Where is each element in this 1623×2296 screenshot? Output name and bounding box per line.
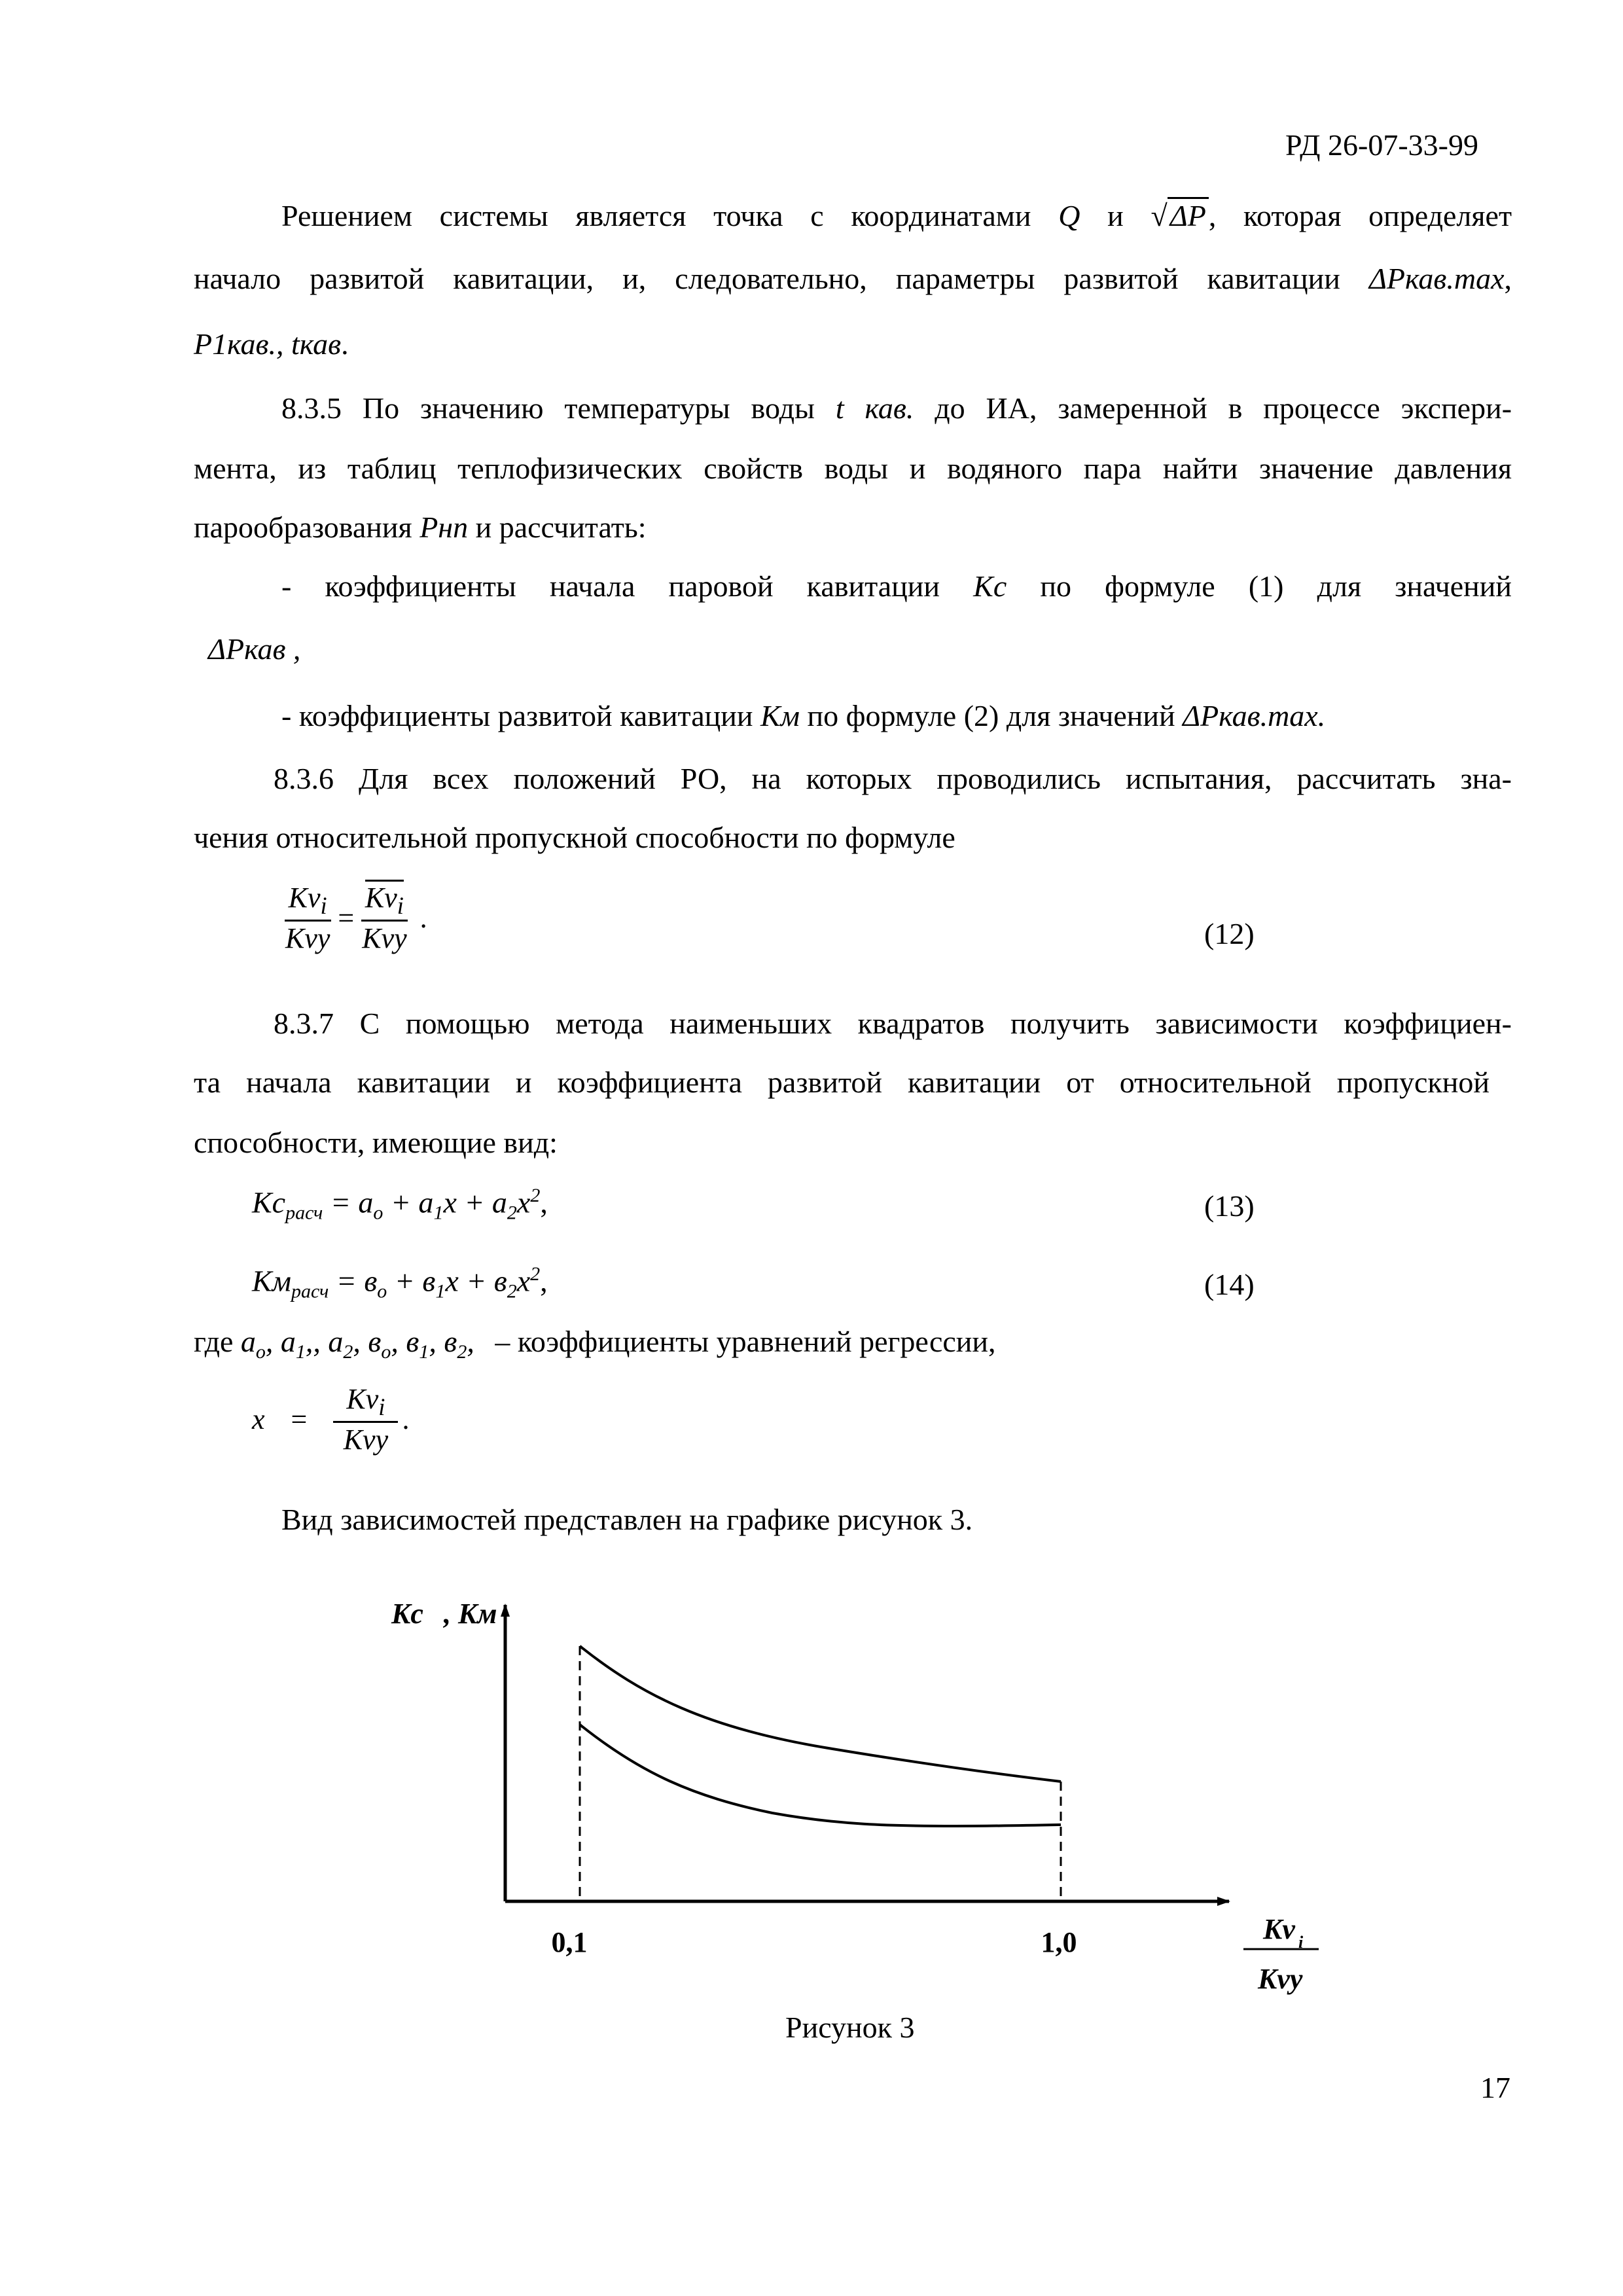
eq12-left-fraction: $\frac{Kv_i}{\text{Kvy}}$ (285, 882, 330, 954)
document-code: РД 26-07-33-99 (1285, 128, 1478, 162)
paragraph-836-line1: 8.3.6 Для всех положений РО, на которых проводились испытания, рассчитать зна- (274, 762, 1512, 795)
figure-3-graph (366, 1577, 1348, 2049)
curve-km (580, 1646, 1061, 1782)
figure-reference: Вид зависимостей представлен на графике рисунок 3. (281, 1503, 973, 1536)
paragraph-837-line1: 8.3.7 С помощью метода наименьших квадратов получить зависимости коэффициен- (274, 1007, 1512, 1040)
paragraph-solution-line2: начало развитой кавитации, и, следовательно, параметры развитой кавитации ΔPкав.max, (194, 262, 1512, 295)
bullet-kc-line1: - коэффициенты начала паровой кавитации Kc по формуле (1) для значений (281, 569, 1512, 603)
where-coefficients: где $a_o$, $a_1$,, $a_2$, $в_o$, $в_1$, $в_2$, – коэффициенты уравнений регрессии, (194, 1325, 996, 1363)
equation-12: $\frac{Kv_i}{\text{Kvy}}$ = $\frac{Kv_i}{\text{Kvy}}$ . (281, 881, 427, 955)
page-number: 17 (1480, 2071, 1510, 2104)
equation-14: $Kм_{расч} = в_o + в_1x + в_2x^2$, (252, 1263, 548, 1302)
paragraph-solution-line1: Решением системы является точка с координатами Q и √ΔP, которая определяет (281, 190, 1512, 242)
bullet-km: - коэффициенты развитой кавитации Kм по формуле (2) для значений ΔPкав.max. (281, 699, 1326, 732)
x-axis-label-subscript: i (1298, 1933, 1304, 1952)
eq12-right-fraction: $\frac{Kv_i}{\text{Kvy}}$ (358, 881, 410, 955)
x-definition-fraction: $\frac{Kv_i}{\text{Kvy}}$ (333, 1382, 398, 1456)
figure-caption: Рисунок 3 (785, 2011, 915, 2044)
equation-13-number: (13) (1204, 1189, 1255, 1223)
paragraph-835-line3: парообразования Pнп и рассчитать: (194, 511, 647, 544)
sqrt-delta-p: √ΔP (1150, 190, 1208, 242)
equation-14-number: (14) (1204, 1268, 1255, 1301)
x-axis-label-denominator: Kvy (1258, 1963, 1303, 1995)
y-axis-label-kc: Kc (391, 1598, 423, 1630)
bullet-kc-line2: ΔPкав , (208, 632, 301, 666)
x-axis-label-numerator: Kv (1263, 1913, 1295, 1945)
equation-13: $Kc_{расч} = a_o + a_1x + a_2x^2$, (252, 1185, 548, 1224)
x-definition: x = $\frac{Kv_i}{\text{Kvy}}$ . (252, 1383, 410, 1456)
tick-label-01: 0,1 (551, 1926, 588, 1958)
tick-label-10: 1,0 (1041, 1926, 1077, 1958)
paragraph-836-line2: чения относительной пропускной способности по формуле (194, 821, 955, 854)
equation-12-number: (12) (1204, 917, 1255, 950)
paragraph-835-line2: мента, из таблиц теплофизических свойств воды и водяного пара найти значение давления (194, 452, 1512, 485)
curve-kc (580, 1725, 1061, 1826)
paragraph-solution-line3: P1кав., tкав. (194, 327, 349, 361)
paragraph-837-line2: та начала кавитации и коэффициента развитой кавитации от относительной пропускной (194, 1066, 1489, 1099)
y-axis-label-km: , Kм (444, 1598, 497, 1630)
paragraph-835-line1: 8.3.5 По значению температуры воды t кав. до ИА, замеренной в процессе экспери- (281, 391, 1512, 425)
paragraph-837-line3: способности, имеющие вид: (194, 1126, 558, 1159)
